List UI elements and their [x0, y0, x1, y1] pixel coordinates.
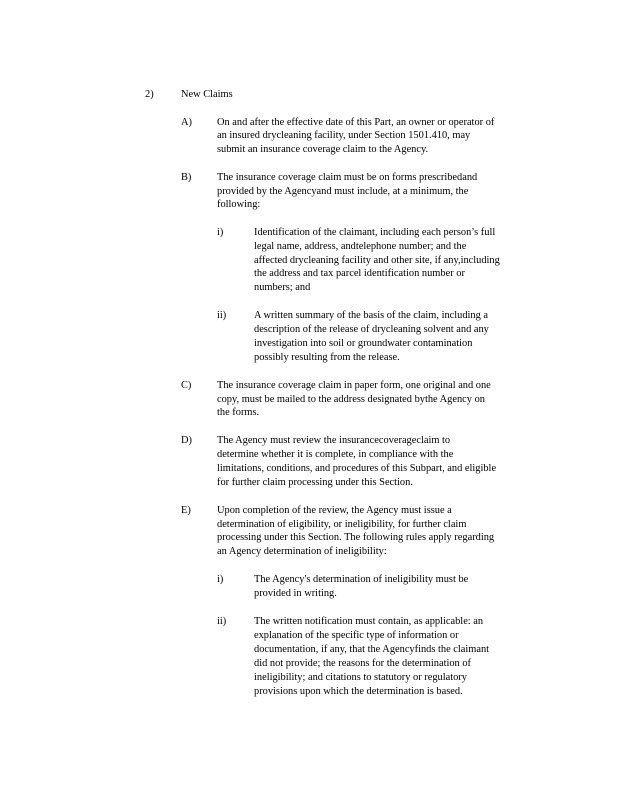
subitem-label-b-ii: ii) [217, 310, 227, 321]
text-line: provisions upon which the determination is based. [254, 686, 463, 697]
text-line: On and after the effective date of this Part, an owner or operator of [217, 117, 495, 128]
text-line: legal name, address, andtelephone number; and the [254, 241, 467, 252]
text-line: explanation of the specific type of information or [254, 630, 459, 641]
text-line: determination of eligibility, or ineligibility, for further claim [217, 519, 467, 530]
text-line: numbers; and [254, 282, 311, 293]
text-line: The written notification must contain, as applicable: an [254, 616, 484, 627]
text-line: investigation into soil or groundwater contamination [254, 338, 473, 349]
text-line: the address and tax parcel identification number or [254, 268, 465, 279]
item-label-c: C) [181, 380, 192, 391]
text-line: the forms. [217, 407, 260, 418]
item-label-a: A) [181, 117, 192, 128]
subitem-label-b-i: i) [217, 227, 224, 238]
text-line: The Agency must review the insurancecoverageclaim to [217, 435, 451, 446]
text-line: The insurance coverage claim must be on forms prescribedand [217, 172, 478, 183]
text-line: did not provide; the reasons for the determination of [254, 658, 471, 669]
item-label-e: E) [181, 505, 191, 516]
text-line: possibly resulting from the release. [254, 352, 400, 363]
text-line: an insured drycleaning facility, under Section 1501.410, may [217, 130, 471, 141]
text-line: submit an insurance coverage claim to the Agency. [217, 144, 429, 155]
text-line: Identification of the claimant, including each person’s full [254, 227, 496, 238]
text-line: limitations, conditions, and procedures of this Subpart, and eligible [217, 463, 497, 474]
text-line: A written summary of the basis of the claim, including a [254, 310, 489, 321]
section-title: New Claims [181, 89, 233, 100]
text-line: description of the release of drycleaning solvent and any [254, 324, 489, 335]
subitem-label-e-i: i) [217, 574, 224, 585]
text-line: Upon completion of the review, the Agency must issue a [217, 505, 452, 516]
text-line: The insurance coverage claim in paper form, one original and one [217, 380, 491, 391]
section-number: 2) [145, 89, 154, 100]
text-line: processing under this Section. The following rules apply regarding [217, 532, 495, 543]
text-line: provided in writing. [254, 588, 337, 599]
item-label-d: D) [181, 435, 192, 446]
text-line: following: [217, 199, 261, 210]
text-line: determine whether it is complete, in compliance with the [217, 449, 454, 460]
subitem-label-e-ii: ii) [217, 616, 227, 627]
text-line: provided by the Agencyand must include, at a minimum, the [217, 186, 469, 197]
text-line: for further claim processing under this Section. [217, 477, 413, 488]
text-line: ineligibility; and citations to statutory or regulatory [254, 672, 467, 683]
text-line: The Agency's determination of ineligibility must be [254, 574, 469, 585]
text-line: affected drycleaning facility and other site, if any,including [254, 255, 500, 266]
item-label-b: B) [181, 172, 192, 183]
text-line: documentation, if any, that the Agencyfinds the claimant [254, 644, 490, 655]
text-line: an Agency determination of ineligibility: [217, 546, 387, 557]
text-line: copy, must be mailed to the address designated bythe Agency on [217, 394, 485, 405]
